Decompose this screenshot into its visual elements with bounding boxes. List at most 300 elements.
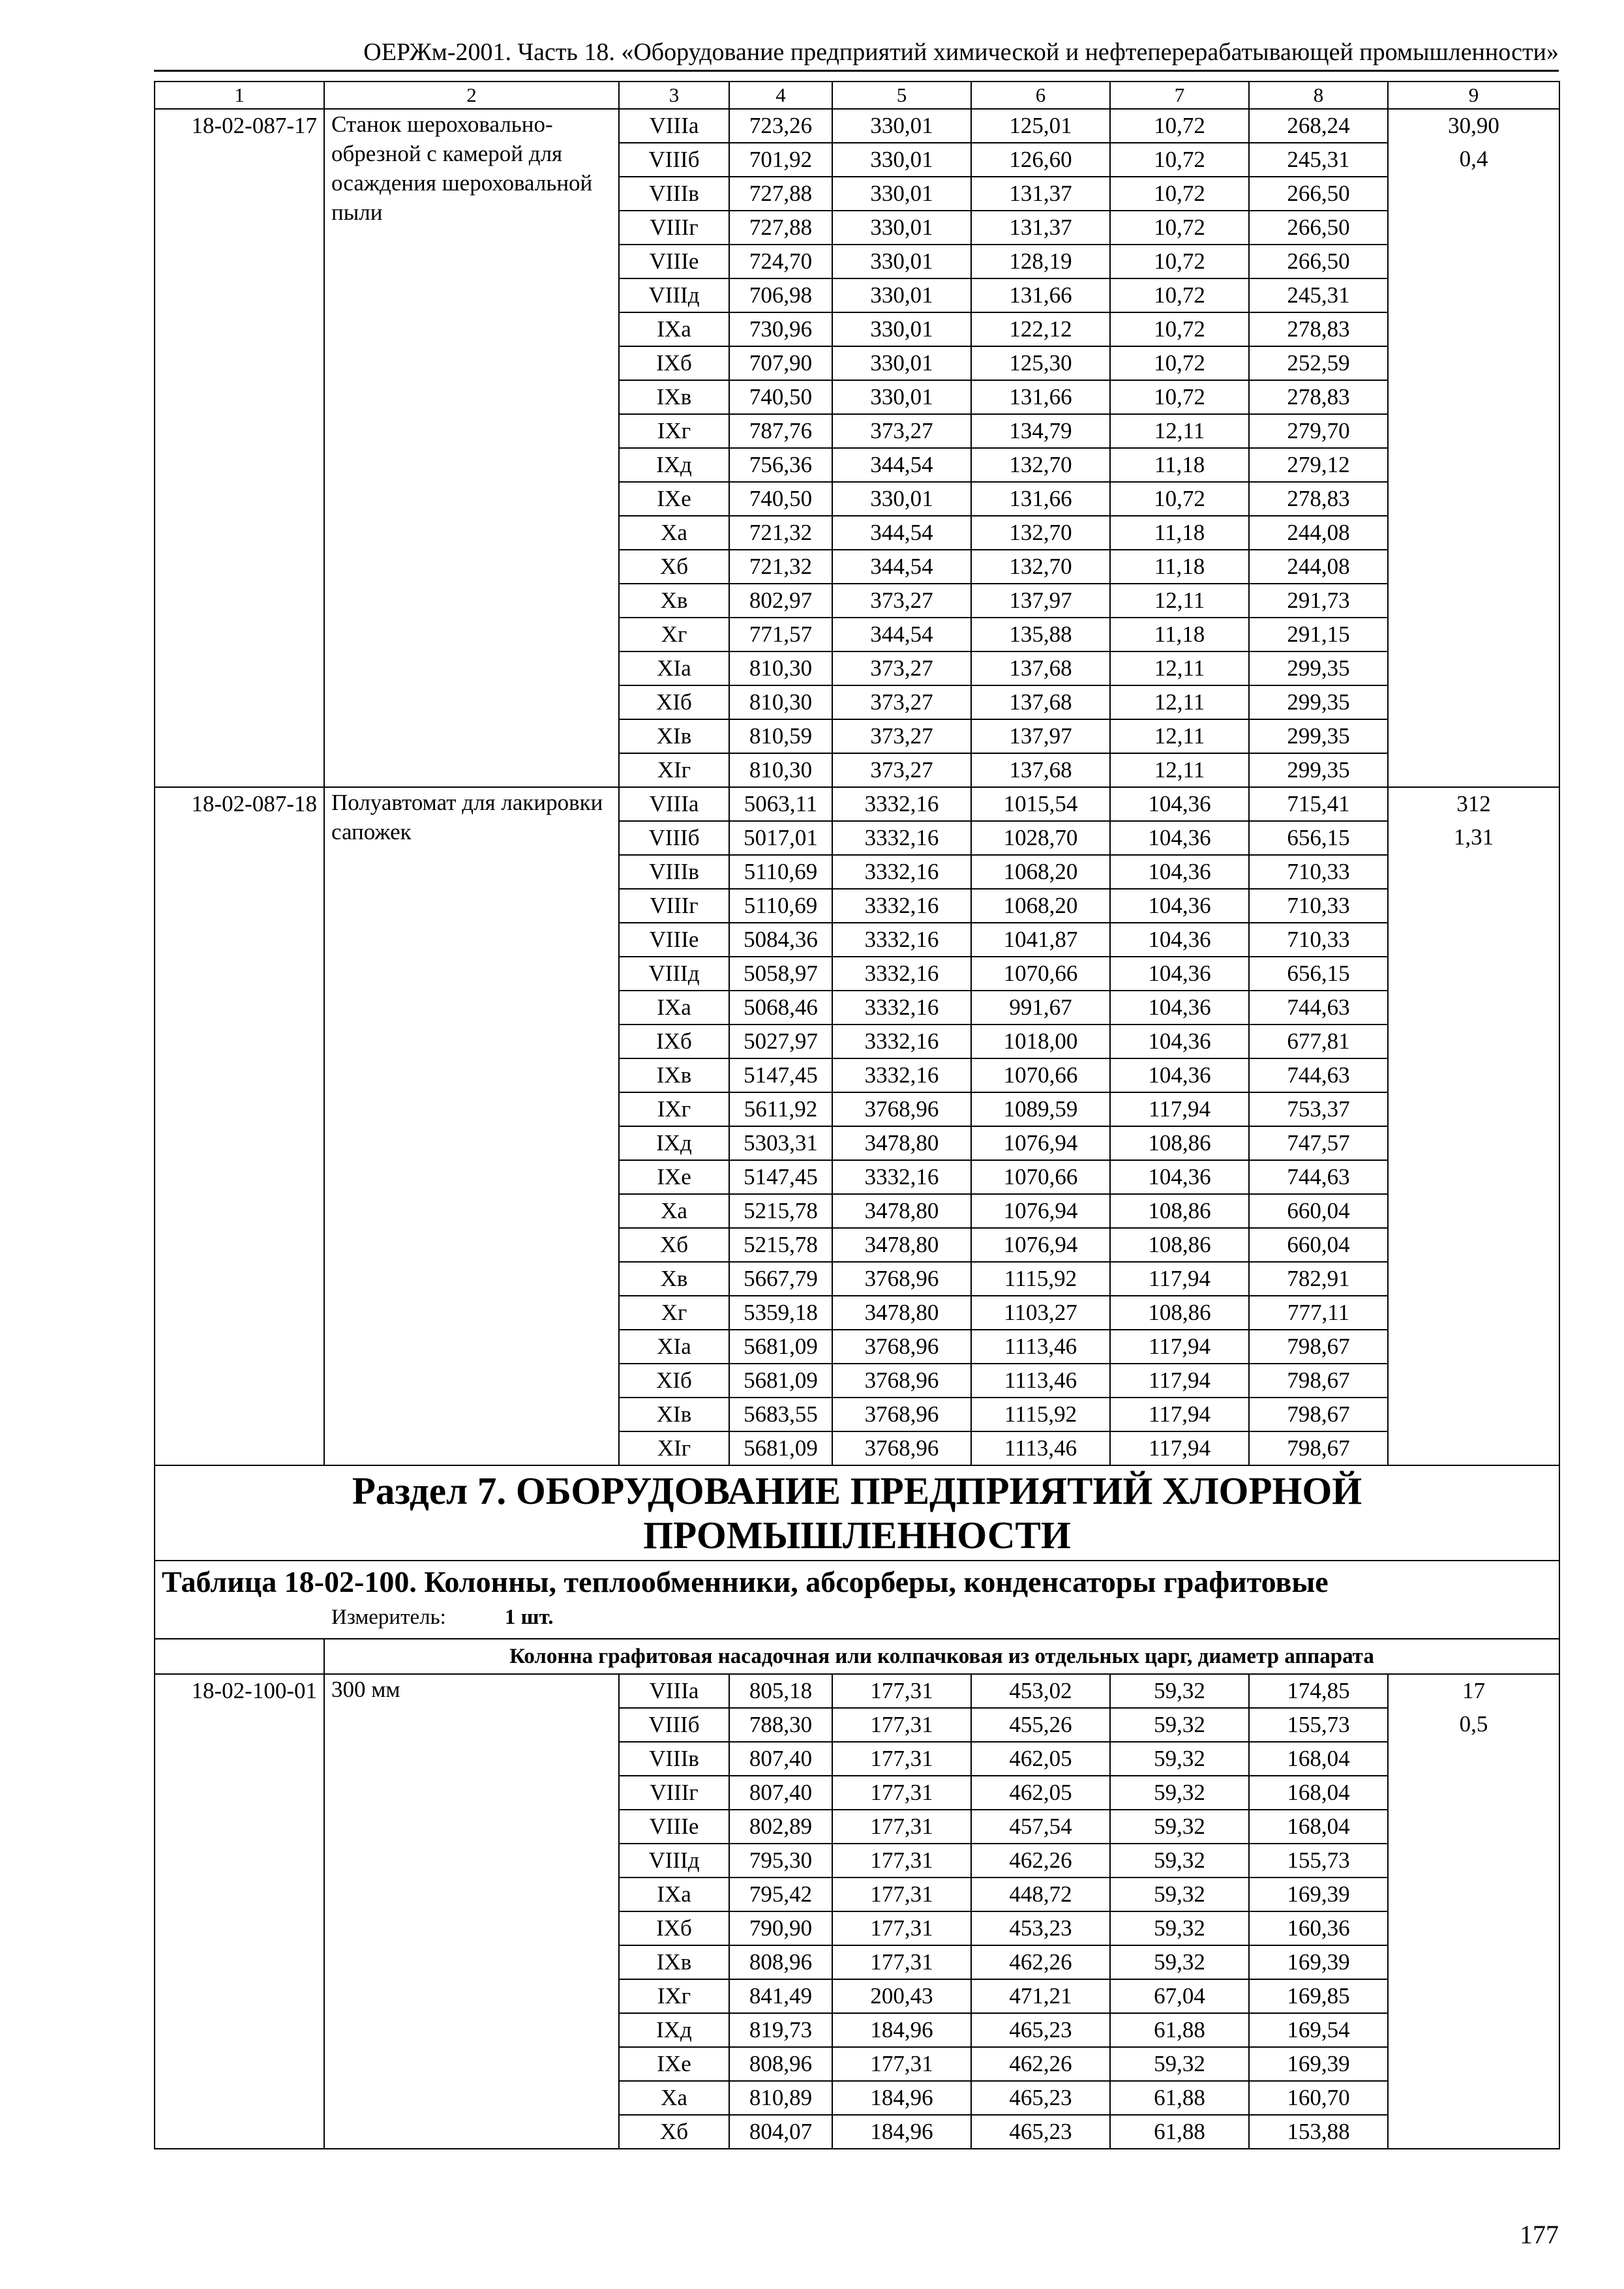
labor-wages-cell: 330,01 (832, 482, 971, 516)
machine-operation-cell: 465,23 (971, 2081, 1110, 2115)
region-zone-cell: XIв (619, 719, 729, 753)
machine-operation-cell: 1115,92 (971, 1262, 1110, 1296)
labor-wages-cell: 3478,80 (832, 1228, 971, 1262)
labor-hours-cell (1388, 855, 1559, 889)
labor-hours-cell (1388, 1878, 1559, 1911)
machinist-wages-cell: 12,11 (1110, 414, 1249, 448)
machine-operation-cell: 125,30 (971, 346, 1110, 380)
materials-cell: 169,39 (1249, 1945, 1388, 1979)
region-zone-cell: Xа (619, 516, 729, 550)
machinist-wages-cell: 59,32 (1110, 2047, 1249, 2081)
machinist-wages-cell: 59,32 (1110, 1742, 1249, 1776)
machinist-wages-cell: 67,04 (1110, 1979, 1249, 2013)
region-zone-cell: IXе (619, 482, 729, 516)
machinist-wages-cell: 117,94 (1110, 1364, 1249, 1398)
region-zone-cell: Xа (619, 2081, 729, 2115)
direct-costs-cell: 819,73 (729, 2013, 832, 2047)
labor-hours-cell (1388, 2013, 1559, 2047)
materials-cell: 798,67 (1249, 1431, 1388, 1465)
machine-operation-cell: 132,70 (971, 550, 1110, 584)
materials-cell: 299,35 (1249, 719, 1388, 753)
machinist-wages-cell: 59,32 (1110, 1674, 1249, 1708)
labor-hours-cell (1388, 2047, 1559, 2081)
machine-operation-cell: 135,88 (971, 618, 1110, 651)
direct-costs-cell: 808,96 (729, 2047, 832, 2081)
labor-wages-cell: 330,01 (832, 278, 971, 312)
direct-costs-cell: 5667,79 (729, 1262, 832, 1296)
machinist-wages-cell: 108,86 (1110, 1194, 1249, 1228)
direct-costs-cell: 5681,09 (729, 1330, 832, 1364)
materials-cell: 710,33 (1249, 889, 1388, 923)
materials-cell: 660,04 (1249, 1228, 1388, 1262)
labor-wages-cell: 184,96 (832, 2081, 971, 2115)
labor-hours-cell (1388, 1058, 1559, 1092)
direct-costs-cell: 5058,97 (729, 957, 832, 991)
equipment-name: Станок шероховально-обрезной с камерой для осаждения шероховальной пыли (324, 109, 619, 787)
labor-wages-cell: 177,31 (832, 1878, 971, 1911)
materials-cell: 299,35 (1249, 685, 1388, 719)
labor-hours-cell (1388, 1742, 1559, 1776)
equipment-name: 300 мм (324, 1674, 619, 2149)
labor-wages-cell: 3332,16 (832, 821, 971, 855)
machinist-wages-cell: 10,72 (1110, 380, 1249, 414)
materials-cell: 278,83 (1249, 482, 1388, 516)
machine-operation-cell: 1041,87 (971, 923, 1110, 957)
labor-hours-cell (1388, 889, 1559, 923)
machine-operation-cell: 131,66 (971, 278, 1110, 312)
labor-wages-cell: 177,31 (832, 1911, 971, 1945)
machinist-wages-cell: 104,36 (1110, 991, 1249, 1025)
direct-costs-cell: 5027,97 (729, 1025, 832, 1058)
direct-costs-cell: 5215,78 (729, 1194, 832, 1228)
labor-hours-cell (1388, 1945, 1559, 1979)
column-number: 3 (619, 82, 729, 109)
section-row (155, 1465, 1559, 1561)
machinist-wages-cell: 108,86 (1110, 1228, 1249, 1262)
machine-operation-cell: 1076,94 (971, 1126, 1110, 1160)
machinist-wages-cell: 10,72 (1110, 211, 1249, 245)
labor-wages-cell: 3332,16 (832, 1058, 971, 1092)
labor-hours-cell (1388, 753, 1559, 787)
machinist-wages-cell: 59,32 (1110, 1844, 1249, 1878)
region-zone-cell: VIIIд (619, 957, 729, 991)
direct-costs-cell: 810,30 (729, 651, 832, 685)
region-zone-cell: IXб (619, 1911, 729, 1945)
region-zone-cell: IXг (619, 1979, 729, 2013)
labor-hours-cell (1388, 685, 1559, 719)
labor-wages-cell: 177,31 (832, 1708, 971, 1742)
materials-cell: 656,15 (1249, 957, 1388, 991)
labor-wages-cell: 3768,96 (832, 1431, 971, 1465)
machinist-wages-cell: 104,36 (1110, 957, 1249, 991)
machine-operation-cell: 465,23 (971, 2013, 1110, 2047)
region-zone-cell: IXд (619, 2013, 729, 2047)
materials-cell: 266,50 (1249, 245, 1388, 278)
equipment-subheading: Колонна графитовая насадочная или колпачковая из отдельных царг, диаметр аппарата (324, 1639, 1559, 1674)
materials-cell: 153,88 (1249, 2115, 1388, 2149)
rate-code: 18-02-100-01 (155, 1674, 324, 2149)
labor-wages-cell: 3768,96 (832, 1398, 971, 1431)
direct-costs-cell: 795,30 (729, 1844, 832, 1878)
materials-cell: 160,36 (1249, 1911, 1388, 1945)
machinist-wages-cell: 10,72 (1110, 109, 1249, 143)
region-zone-cell: XIб (619, 685, 729, 719)
rates-table (154, 81, 1560, 2149)
machine-operation-cell: 1018,00 (971, 1025, 1110, 1058)
labor-wages-cell: 373,27 (832, 651, 971, 685)
machinist-wages-cell: 104,36 (1110, 855, 1249, 889)
machine-operation-cell: 122,12 (971, 312, 1110, 346)
region-zone-cell: IXд (619, 1126, 729, 1160)
materials-cell: 782,91 (1249, 1262, 1388, 1296)
direct-costs-cell: 707,90 (729, 346, 832, 380)
region-zone-cell: XIв (619, 1398, 729, 1431)
column-number-row (155, 82, 1559, 109)
region-zone-cell: XIа (619, 1330, 729, 1364)
machinist-wages-cell: 108,86 (1110, 1296, 1249, 1330)
labor-wages-cell: 373,27 (832, 584, 971, 618)
column-number: 2 (324, 82, 619, 109)
machinist-wages-cell: 59,32 (1110, 1945, 1249, 1979)
region-zone-cell: IXа (619, 312, 729, 346)
machinist-wages-cell: 59,32 (1110, 1911, 1249, 1945)
column-number: 5 (832, 82, 971, 109)
region-zone-cell: XIа (619, 651, 729, 685)
region-zone-cell: IXе (619, 2047, 729, 2081)
machinist-wages-cell: 104,36 (1110, 889, 1249, 923)
materials-cell: 777,11 (1249, 1296, 1388, 1330)
machine-operation-cell: 128,19 (971, 245, 1110, 278)
machinist-wages-cell: 11,18 (1110, 448, 1249, 482)
materials-cell: 245,31 (1249, 278, 1388, 312)
direct-costs-cell: 807,40 (729, 1776, 832, 1810)
machine-operation-cell: 131,37 (971, 211, 1110, 245)
labor-hours-cell (1388, 482, 1559, 516)
region-zone-cell: Xв (619, 584, 729, 618)
machine-operation-cell: 453,02 (971, 1674, 1110, 1708)
materials-cell: 168,04 (1249, 1810, 1388, 1844)
region-zone-cell: VIIIг (619, 211, 729, 245)
labor-wages-cell: 344,54 (832, 550, 971, 584)
labor-hours-cell (1388, 245, 1559, 278)
materials-cell: 710,33 (1249, 855, 1388, 889)
direct-costs-cell: 701,92 (729, 143, 832, 177)
materials-cell: 278,83 (1249, 380, 1388, 414)
labor-wages-cell: 330,01 (832, 245, 971, 278)
direct-costs-cell: 802,97 (729, 584, 832, 618)
machinist-wages-cell: 104,36 (1110, 923, 1249, 957)
labor-wages-cell: 3332,16 (832, 889, 971, 923)
labor-wages-cell: 177,31 (832, 1810, 971, 1844)
machinist-wages-cell: 117,94 (1110, 1330, 1249, 1364)
labor-wages-cell: 330,01 (832, 177, 971, 211)
materials-cell: 656,15 (1249, 821, 1388, 855)
machine-operation-cell: 453,23 (971, 1911, 1110, 1945)
labor-wages-cell: 3332,16 (832, 855, 971, 889)
region-zone-cell: IXд (619, 448, 729, 482)
machine-operation-cell: 1068,20 (971, 855, 1110, 889)
machine-operation-cell: 1103,27 (971, 1296, 1110, 1330)
materials-cell: 279,12 (1249, 448, 1388, 482)
materials-cell: 677,81 (1249, 1025, 1388, 1058)
region-zone-cell: VIIIд (619, 1844, 729, 1878)
region-zone-cell: Xг (619, 618, 729, 651)
labor-wages-cell: 3768,96 (832, 1364, 971, 1398)
machine-operation-cell: 1076,94 (971, 1194, 1110, 1228)
machine-operation-cell: 1015,54 (971, 787, 1110, 821)
labor-hours-cell (1388, 1262, 1559, 1296)
page-header-title: ОЕРЖм-2001. Часть 18. «Оборудование предприятий химической и нефтеперерабатывающей промышленности» (363, 38, 1559, 66)
materials-cell: 169,85 (1249, 1979, 1388, 2013)
materials-cell: 155,73 (1249, 1708, 1388, 1742)
table-title-row (155, 1561, 1559, 1639)
equipment-name: Полуавтомат для лакировки сапожек (324, 787, 619, 1465)
machinist-wages-cell: 10,72 (1110, 346, 1249, 380)
machinist-wages-cell: 117,94 (1110, 1431, 1249, 1465)
materials-cell: 169,39 (1249, 2047, 1388, 2081)
region-zone-cell: VIIIб (619, 821, 729, 855)
region-zone-cell: XIб (619, 1364, 729, 1398)
labor-wages-cell: 177,31 (832, 1674, 971, 1708)
labor-hours-cell (1388, 2081, 1559, 2115)
machinist-wages-cell: 59,32 (1110, 1810, 1249, 1844)
labor-wages-cell: 330,01 (832, 312, 971, 346)
labor-hours-cell (1388, 278, 1559, 312)
direct-costs-cell: 5215,78 (729, 1228, 832, 1262)
machine-operation-cell: 462,05 (971, 1776, 1110, 1810)
region-zone-cell: XIг (619, 1431, 729, 1465)
labor-wages-cell: 3332,16 (832, 787, 971, 821)
labor-hours-cell (1388, 719, 1559, 753)
labor-wages-cell: 3478,80 (832, 1194, 971, 1228)
region-zone-cell: VIIIг (619, 889, 729, 923)
labor-wages-cell: 3332,16 (832, 991, 971, 1025)
region-zone-cell: VIIIе (619, 923, 729, 957)
direct-costs-cell: 5359,18 (729, 1296, 832, 1330)
materials-cell: 798,67 (1249, 1330, 1388, 1364)
region-zone-cell: VIIIв (619, 855, 729, 889)
machinist-wages-cell: 117,94 (1110, 1398, 1249, 1431)
labor-wages-cell: 177,31 (832, 1945, 971, 1979)
measure-label: Измеритель: (331, 1606, 446, 1629)
table-title-block (155, 1561, 1559, 1639)
machinist-wages-cell: 104,36 (1110, 821, 1249, 855)
direct-costs-cell: 804,07 (729, 2115, 832, 2149)
materials-cell: 244,08 (1249, 516, 1388, 550)
region-zone-cell: VIIIа (619, 1674, 729, 1708)
direct-costs-cell: 5681,09 (729, 1431, 832, 1465)
column-number: 1 (155, 82, 324, 109)
direct-costs-cell: 5110,69 (729, 889, 832, 923)
machine-operation-cell: 1070,66 (971, 957, 1110, 991)
direct-costs-cell: 740,50 (729, 380, 832, 414)
labor-wages-cell: 177,31 (832, 2047, 971, 2081)
direct-costs-cell: 802,89 (729, 1810, 832, 1844)
materials-cell: 798,67 (1249, 1398, 1388, 1431)
direct-costs-cell: 807,40 (729, 1742, 832, 1776)
direct-costs-cell: 5147,45 (729, 1058, 832, 1092)
region-zone-cell: VIIIг (619, 1776, 729, 1810)
materials-cell: 268,24 (1249, 109, 1388, 143)
labor-wages-cell: 177,31 (832, 1776, 971, 1810)
labor-wages-cell: 3478,80 (832, 1296, 971, 1330)
direct-costs-cell: 5611,92 (729, 1092, 832, 1126)
machine-operation-cell: 1076,94 (971, 1228, 1110, 1262)
labor-wages-cell: 373,27 (832, 719, 971, 753)
labor-hours-cell (1388, 177, 1559, 211)
direct-costs-cell: 723,26 (729, 109, 832, 143)
materials-cell: 744,63 (1249, 991, 1388, 1025)
region-zone-cell: IXв (619, 1058, 729, 1092)
section-heading: Раздел 7. ОБОРУДОВАНИЕ ПРЕДПРИЯТИЙ ХЛОРНОЙ ПРОМЫШЛЕННОСТИ (155, 1465, 1559, 1561)
region-zone-cell: IXб (619, 346, 729, 380)
labor-hours-cell: 0,4 (1388, 143, 1559, 177)
machinist-wages-cell: 59,32 (1110, 1708, 1249, 1742)
direct-costs-cell: 5017,01 (729, 821, 832, 855)
direct-costs-cell: 5681,09 (729, 1364, 832, 1398)
region-zone-cell: VIIIб (619, 1708, 729, 1742)
labor-hours-cell (1388, 211, 1559, 245)
labor-hours-cell (1388, 312, 1559, 346)
materials-cell: 299,35 (1249, 753, 1388, 787)
machinist-wages-cell: 117,94 (1110, 1092, 1249, 1126)
labor-wages-cell: 200,43 (832, 1979, 971, 2013)
header-rule (154, 70, 1559, 72)
region-zone-cell: VIIIд (619, 278, 729, 312)
materials-cell: 266,50 (1249, 211, 1388, 245)
labor-wages-cell: 3332,16 (832, 923, 971, 957)
materials-cell: 155,73 (1249, 1844, 1388, 1878)
materials-cell: 710,33 (1249, 923, 1388, 957)
region-zone-cell: VIIIв (619, 1742, 729, 1776)
labor-hours-cell (1388, 991, 1559, 1025)
materials-cell: 291,15 (1249, 618, 1388, 651)
direct-costs-cell: 5068,46 (729, 991, 832, 1025)
labor-wages-cell: 373,27 (832, 753, 971, 787)
direct-costs-cell: 790,90 (729, 1911, 832, 1945)
labor-hours-cell (1388, 651, 1559, 685)
labor-wages-cell: 330,01 (832, 143, 971, 177)
labor-wages-cell: 3332,16 (832, 1025, 971, 1058)
direct-costs-cell: 808,96 (729, 1945, 832, 1979)
materials-cell: 715,41 (1249, 787, 1388, 821)
labor-hours-cell: 30,90 (1388, 109, 1559, 143)
machinist-wages-cell: 104,36 (1110, 787, 1249, 821)
region-zone-cell: XIг (619, 753, 729, 787)
labor-hours-cell (1388, 346, 1559, 380)
direct-costs-cell: 706,98 (729, 278, 832, 312)
machinist-wages-cell: 104,36 (1110, 1058, 1249, 1092)
labor-wages-cell: 3478,80 (832, 1126, 971, 1160)
rate-code: 18-02-087-18 (155, 787, 324, 1465)
direct-costs-cell: 805,18 (729, 1674, 832, 1708)
machinist-wages-cell: 61,88 (1110, 2081, 1249, 2115)
labor-hours-cell (1388, 1431, 1559, 1465)
region-zone-cell: Xа (619, 1194, 729, 1228)
machinist-wages-cell: 117,94 (1110, 1262, 1249, 1296)
machinist-wages-cell: 12,11 (1110, 651, 1249, 685)
machinist-wages-cell: 59,32 (1110, 1878, 1249, 1911)
materials-cell: 744,63 (1249, 1160, 1388, 1194)
machinist-wages-cell: 10,72 (1110, 482, 1249, 516)
machinist-wages-cell: 12,11 (1110, 753, 1249, 787)
machinist-wages-cell: 12,11 (1110, 584, 1249, 618)
labor-hours-cell (1388, 1194, 1559, 1228)
direct-costs-cell: 5063,11 (729, 787, 832, 821)
labor-hours-cell (1388, 957, 1559, 991)
region-zone-cell: VIIIа (619, 787, 729, 821)
region-zone-cell: Xб (619, 2115, 729, 2149)
table-row (155, 109, 1559, 143)
machinist-wages-cell: 10,72 (1110, 143, 1249, 177)
region-zone-cell: VIIIб (619, 143, 729, 177)
measure-unit (162, 1602, 1559, 1633)
direct-costs-cell: 795,42 (729, 1878, 832, 1911)
table-title: Таблица 18-02-100. Колонны, теплообменники, абсорберы, конденсаторы графитовые (162, 1565, 1329, 1598)
machine-operation-cell: 1113,46 (971, 1330, 1110, 1364)
labor-hours-cell: 1,31 (1388, 821, 1559, 855)
machinist-wages-cell: 11,18 (1110, 618, 1249, 651)
labor-hours-cell (1388, 550, 1559, 584)
machine-operation-cell: 448,72 (971, 1878, 1110, 1911)
direct-costs-cell: 5084,36 (729, 923, 832, 957)
machinist-wages-cell: 10,72 (1110, 245, 1249, 278)
labor-wages-cell: 373,27 (832, 685, 971, 719)
column-number: 8 (1249, 82, 1388, 109)
labor-hours-cell (1388, 1025, 1559, 1058)
labor-hours-cell (1388, 448, 1559, 482)
direct-costs-cell: 724,70 (729, 245, 832, 278)
machinist-wages-cell: 104,36 (1110, 1025, 1249, 1058)
machinist-wages-cell: 10,72 (1110, 177, 1249, 211)
region-zone-cell: Xб (619, 550, 729, 584)
direct-costs-cell: 787,76 (729, 414, 832, 448)
direct-costs-cell: 727,88 (729, 177, 832, 211)
materials-cell: 169,39 (1249, 1878, 1388, 1911)
labor-hours-cell: 0,5 (1388, 1708, 1559, 1742)
labor-hours-cell (1388, 1911, 1559, 1945)
materials-cell: 168,04 (1249, 1776, 1388, 1810)
machine-operation-cell: 1070,66 (971, 1160, 1110, 1194)
column-number: 4 (729, 82, 832, 109)
page-number: 177 (1520, 2220, 1559, 2249)
region-zone-cell: VIIIа (619, 109, 729, 143)
direct-costs-cell: 730,96 (729, 312, 832, 346)
materials-cell: 168,04 (1249, 1742, 1388, 1776)
machine-operation-cell: 1113,46 (971, 1431, 1110, 1465)
direct-costs-cell: 721,32 (729, 516, 832, 550)
machine-operation-cell: 457,54 (971, 1810, 1110, 1844)
materials-cell: 252,59 (1249, 346, 1388, 380)
machine-operation-cell: 131,37 (971, 177, 1110, 211)
direct-costs-cell: 740,50 (729, 482, 832, 516)
labor-hours-cell (1388, 1228, 1559, 1262)
labor-wages-cell: 3332,16 (832, 957, 971, 991)
materials-cell: 279,70 (1249, 414, 1388, 448)
region-zone-cell: IXа (619, 991, 729, 1025)
labor-wages-cell: 184,96 (832, 2115, 971, 2149)
direct-costs-cell: 771,57 (729, 618, 832, 651)
materials-cell: 174,85 (1249, 1674, 1388, 1708)
column-number: 7 (1110, 82, 1249, 109)
region-zone-cell: VIIIв (619, 177, 729, 211)
materials-cell: 245,31 (1249, 143, 1388, 177)
labor-hours-cell (1388, 1160, 1559, 1194)
direct-costs-cell: 841,49 (729, 1979, 832, 2013)
labor-wages-cell: 330,01 (832, 109, 971, 143)
labor-hours-cell (1388, 1364, 1559, 1398)
table-row (155, 1674, 1559, 1708)
